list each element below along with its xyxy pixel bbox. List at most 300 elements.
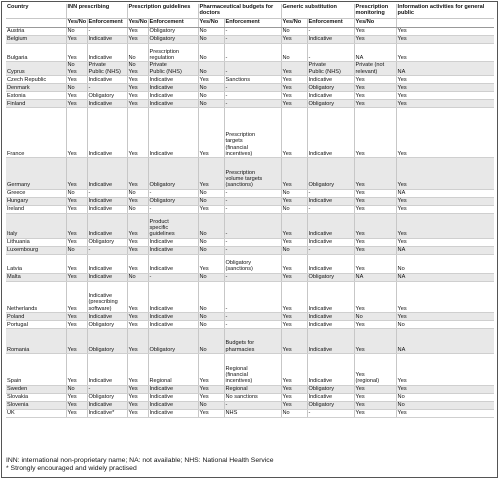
information-cell: No xyxy=(396,254,494,273)
header-prescription-monitoring: Prescription monitoring xyxy=(354,4,396,18)
generic-enforcement-cell: Indicative xyxy=(307,91,354,99)
guidelines-yes-no-cell: Yes xyxy=(127,213,148,238)
budgets-enforcement-cell: NHS xyxy=(224,409,281,417)
inn-yes-no-cell: Yes xyxy=(66,321,87,329)
generic-enforcement-cell: Indicative xyxy=(307,393,354,401)
generic-enforcement-cell: - xyxy=(307,27,354,35)
inn-yes-no-cell: Yes xyxy=(66,158,87,190)
budgets-enforcement-cell: Prescription targets (financial incentives) xyxy=(224,107,281,157)
budgets-yes-no-cell: Yes xyxy=(198,393,224,401)
budgets-yes-no-cell: Yes xyxy=(198,107,224,157)
generic-enforcement-cell: Indicative xyxy=(307,321,354,329)
budgets-yes-no-cell: Yes xyxy=(198,354,224,386)
budgets-yes-no-cell: No xyxy=(198,43,224,62)
budgets-yes-no-cell: No xyxy=(198,238,224,246)
inn-enforcement-cell: Obligatory xyxy=(87,321,127,329)
inn-enforcement-cell: Indicative xyxy=(87,158,127,190)
country-cell: Romania xyxy=(6,329,66,354)
budgets-enforcement-cell: - xyxy=(224,43,281,62)
table-row xyxy=(6,313,494,321)
inn-yes-no-cell: Yes xyxy=(66,313,87,321)
budgets-enforcement-cell: - xyxy=(224,321,281,329)
generic-yes-no-cell: Yes xyxy=(281,273,307,281)
country-cell: Belgium xyxy=(6,35,66,43)
budgets-yes-no-cell: No xyxy=(198,91,224,99)
inn-enforcement-cell: Indicative xyxy=(87,35,127,43)
information-cell: Yes xyxy=(396,91,494,99)
generic-enforcement-cell: Indicative xyxy=(307,197,354,205)
inn-yes-no-cell: Yes xyxy=(66,393,87,401)
information-cell: NA xyxy=(396,62,494,76)
budgets-yes-no-cell: Yes xyxy=(198,158,224,190)
information-cell: NA xyxy=(396,246,494,254)
budgets-enforcement-cell: - xyxy=(224,83,281,91)
information-cell: Yes xyxy=(396,99,494,107)
budgets-yes-no-cell: No xyxy=(198,189,224,197)
guidelines-yes-no-cell: No xyxy=(127,189,148,197)
guidelines-enforcement-cell: - xyxy=(148,189,198,197)
generic-enforcement-cell: Indicative xyxy=(307,254,354,273)
generic-enforcement-cell: Indicative xyxy=(307,281,354,313)
generic-yes-no-cell: Yes xyxy=(281,99,307,107)
information-cell: Yes xyxy=(396,107,494,157)
budgets-enforcement-cell: - xyxy=(224,281,281,313)
generic-yes-no-cell: Yes xyxy=(281,107,307,157)
generic-enforcement-cell: Obligatory xyxy=(307,273,354,281)
budgets-enforcement-cell: - xyxy=(224,91,281,99)
information-cell: NA xyxy=(396,273,494,281)
budgets-enforcement-cell: - xyxy=(224,35,281,43)
monitoring-cell: Yes xyxy=(354,107,396,157)
inn-enforcement-cell: Indicative xyxy=(87,354,127,386)
inn-yes-no-cell: Yes xyxy=(66,238,87,246)
table-row xyxy=(6,238,494,246)
guidelines-yes-no-cell: Yes xyxy=(127,246,148,254)
guidelines-enforcement-cell: Obligatory xyxy=(148,35,198,43)
guidelines-enforcement-cell: Indicative xyxy=(148,238,198,246)
budgets-enforcement-cell: - xyxy=(224,205,281,213)
generic-enforcement-cell: Indicative xyxy=(307,238,354,246)
table-row xyxy=(6,321,494,329)
guidelines-yes-no-cell: Yes xyxy=(127,197,148,205)
information-cell: NA xyxy=(396,329,494,354)
generic-enforcement-cell: Private Public (NHS) xyxy=(307,62,354,76)
inn-yes-no-cell: Yes xyxy=(66,401,87,409)
budgets-yes-no-cell: Yes xyxy=(198,409,224,417)
inn-yes-no-cell: No xyxy=(66,27,87,35)
inn-enforcement-cell: Obligatory xyxy=(87,91,127,99)
information-cell: Yes xyxy=(396,83,494,91)
information-cell: No xyxy=(396,321,494,329)
subheader-cell: Enforcement xyxy=(148,18,198,27)
guidelines-yes-no-cell: Yes xyxy=(127,313,148,321)
table-row xyxy=(6,213,494,238)
inn-enforcement-cell: Indicative xyxy=(87,99,127,107)
monitoring-cell: Yes xyxy=(354,329,396,354)
guidelines-yes-no-cell: Yes xyxy=(127,107,148,157)
guidelines-enforcement-cell: Indicative xyxy=(148,75,198,83)
inn-enforcement-cell: Indicative xyxy=(87,401,127,409)
country-cell: Estonia xyxy=(6,91,66,99)
header-pharmaceutical-budgets: Pharmaceutical budgets for doctors xyxy=(198,4,281,18)
generic-enforcement-cell: Indicative xyxy=(307,329,354,354)
budgets-yes-no-cell: No xyxy=(198,281,224,313)
guidelines-enforcement-cell: Indicative xyxy=(148,385,198,393)
guidelines-yes-no-cell: Yes xyxy=(127,238,148,246)
monitoring-cell: Yes (regional) xyxy=(354,354,396,386)
country-cell: Austria xyxy=(6,27,66,35)
budgets-yes-no-cell: Yes xyxy=(198,254,224,273)
guidelines-enforcement-cell: Indicative xyxy=(148,281,198,313)
generic-yes-no-cell: Yes xyxy=(281,393,307,401)
table-row xyxy=(6,385,494,393)
subheader-cell: Enforcement xyxy=(224,18,281,27)
inn-yes-no-cell: No xyxy=(66,246,87,254)
monitoring-cell: Private (not relevant) xyxy=(354,62,396,76)
guidelines-yes-no-cell: Yes xyxy=(127,27,148,35)
guidelines-yes-no-cell: No Yes xyxy=(127,62,148,76)
monitoring-cell: NA xyxy=(354,43,396,62)
monitoring-cell: Yes xyxy=(354,281,396,313)
table-row xyxy=(6,254,494,273)
table-row xyxy=(6,329,494,354)
subheader-cell: Yes/No xyxy=(281,18,307,27)
monitoring-cell: Yes xyxy=(354,99,396,107)
generic-yes-no-cell: Yes xyxy=(281,35,307,43)
inn-yes-no-cell: No xyxy=(66,385,87,393)
inn-enforcement-cell: Indicative xyxy=(87,313,127,321)
inn-enforcement-cell: Indicative (prescribing software) xyxy=(87,281,127,313)
footnote-asterisk: * Strongly encouraged and widely practised xyxy=(6,465,137,472)
header-country: Country xyxy=(6,4,66,18)
information-cell: Yes xyxy=(396,35,494,43)
monitoring-cell: Yes xyxy=(354,35,396,43)
generic-yes-no-cell: Yes xyxy=(281,329,307,354)
inn-enforcement-cell: Obligatory xyxy=(87,393,127,401)
inn-enforcement-cell: Indicative* xyxy=(87,409,127,417)
generic-yes-no-cell: No xyxy=(281,409,307,417)
budgets-yes-no-cell: Yes xyxy=(198,385,224,393)
table-row xyxy=(6,107,494,157)
budgets-enforcement-cell: - xyxy=(224,99,281,107)
header-inn-prescribing: INN prescribing xyxy=(66,4,127,18)
budgets-enforcement-cell: - xyxy=(224,246,281,254)
guidelines-yes-no-cell: No xyxy=(127,43,148,62)
subheader-cell: Enforcement xyxy=(87,18,127,27)
generic-yes-no-cell: Yes xyxy=(281,281,307,313)
inn-yes-no-cell: No xyxy=(66,189,87,197)
generic-enforcement-cell: - xyxy=(307,205,354,213)
budgets-enforcement-cell: - xyxy=(224,189,281,197)
budgets-yes-no-cell: No xyxy=(198,213,224,238)
subheader-cell: Yes/No xyxy=(128,19,148,26)
budgets-yes-no-cell: No xyxy=(198,313,224,321)
guidelines-yes-no-cell: Yes xyxy=(127,158,148,190)
budgets-enforcement-cell: - xyxy=(224,401,281,409)
guidelines-yes-no-cell: Yes xyxy=(127,75,148,83)
information-cell: Yes xyxy=(396,409,494,417)
information-cell: Yes xyxy=(396,281,494,313)
generic-yes-no-cell: Yes xyxy=(281,197,307,205)
guidelines-yes-no-cell: Yes xyxy=(127,321,148,329)
budgets-yes-no-cell: No xyxy=(198,27,224,35)
guidelines-enforcement-cell: Obligatory xyxy=(148,329,198,354)
country-cell: Ireland xyxy=(6,205,66,213)
inn-yes-no-cell: No Yes xyxy=(66,62,87,76)
guidelines-enforcement-cell: Indicative xyxy=(148,83,198,91)
guidelines-yes-no-cell: Yes xyxy=(127,393,148,401)
generic-yes-no-cell: Yes xyxy=(281,354,307,386)
guidelines-enforcement-cell: Indicative xyxy=(148,313,198,321)
inn-yes-no-cell: Yes xyxy=(66,205,87,213)
budgets-enforcement-cell: Prescription volume targets (sanctions) xyxy=(224,158,281,190)
footnote-abbreviations: INN: international non-proprietary name; NA: not available; NHS: National Health Service xyxy=(6,457,274,464)
generic-enforcement-cell: Indicative xyxy=(307,313,354,321)
country-cell: France xyxy=(6,107,66,157)
monitoring-cell: Yes xyxy=(354,385,396,393)
inn-enforcement-cell: Indicative xyxy=(87,254,127,273)
guidelines-yes-no-cell: Yes xyxy=(127,385,148,393)
monitoring-cell: No xyxy=(354,313,396,321)
generic-yes-no-cell: No xyxy=(281,189,307,197)
generic-yes-no-cell: Yes xyxy=(281,313,307,321)
budgets-enforcement-cell: No sanctions xyxy=(224,393,281,401)
budgets-yes-no-cell: No xyxy=(198,246,224,254)
inn-enforcement-cell: Indicative xyxy=(87,205,127,213)
information-cell: Yes xyxy=(396,313,494,321)
monitoring-cell: Yes xyxy=(354,91,396,99)
inn-enforcement-cell: - xyxy=(87,189,127,197)
information-cell: Yes xyxy=(396,27,494,35)
generic-enforcement-cell: - xyxy=(307,43,354,62)
inn-enforcement-cell: Indicative xyxy=(87,273,127,281)
generic-enforcement-cell: Obligatory xyxy=(307,99,354,107)
guidelines-enforcement-cell: - xyxy=(148,273,198,281)
country-cell: Greece xyxy=(6,189,66,197)
country-cell: Denmark xyxy=(6,83,66,91)
guidelines-enforcement-cell: Obligatory xyxy=(148,158,198,190)
country-cell: Hungary xyxy=(6,197,66,205)
inn-enforcement-cell: Private Public (NHS) xyxy=(87,62,127,76)
country-cell: Sweden xyxy=(6,385,66,393)
generic-yes-no-cell: No xyxy=(281,27,307,35)
generic-yes-no-cell: Yes xyxy=(281,91,307,99)
table-row xyxy=(6,409,494,417)
generic-enforcement-cell: Obligatory xyxy=(307,401,354,409)
information-cell: Yes xyxy=(396,43,494,62)
monitoring-cell: Yes xyxy=(354,75,396,83)
country-cell: Slovenia xyxy=(6,401,66,409)
inn-yes-no-cell: Yes xyxy=(66,91,87,99)
budgets-yes-no-cell: No xyxy=(198,329,224,354)
subheader-cell xyxy=(396,18,494,27)
inn-yes-no-cell: Yes xyxy=(66,354,87,386)
table-row xyxy=(6,205,494,213)
guidelines-yes-no-cell: Yes xyxy=(127,281,148,313)
monitoring-cell: Yes xyxy=(354,321,396,329)
guidelines-yes-no-cell: Yes xyxy=(127,401,148,409)
generic-yes-no-cell: Yes xyxy=(281,158,307,190)
country-cell: Poland xyxy=(6,313,66,321)
budgets-enforcement-cell: - xyxy=(224,238,281,246)
country-cell: Malta xyxy=(6,273,66,281)
subheader-cell: Enforcement xyxy=(307,18,354,27)
inn-enforcement-cell: Indicative xyxy=(87,75,127,83)
monitoring-cell: Yes xyxy=(354,393,396,401)
generic-yes-no-cell: Yes xyxy=(281,62,307,76)
table-row xyxy=(6,62,494,76)
inn-enforcement-cell: Indicative xyxy=(87,197,127,205)
inn-enforcement-cell: Indicative xyxy=(87,213,127,238)
generic-yes-no-cell: No xyxy=(281,205,307,213)
guidelines-yes-no-cell: Yes xyxy=(127,254,148,273)
monitoring-cell: Yes xyxy=(354,213,396,238)
budgets-enforcement-cell: Obligatory (sanctions) xyxy=(224,254,281,273)
budgets-enforcement-cell: Regional xyxy=(224,385,281,393)
inn-enforcement-cell: Obligatory xyxy=(87,238,127,246)
generic-yes-no-cell: Yes xyxy=(281,75,307,83)
information-cell: Yes xyxy=(396,213,494,238)
country-cell: Netherlands xyxy=(6,281,66,313)
budgets-yes-no-cell: No xyxy=(198,197,224,205)
generic-enforcement-cell: Indicative xyxy=(307,75,354,83)
table-row xyxy=(6,99,494,107)
guidelines-yes-no-cell: Yes xyxy=(127,354,148,386)
information-cell: Yes xyxy=(396,205,494,213)
monitoring-cell: Yes xyxy=(354,83,396,91)
guidelines-enforcement-cell: Indicative xyxy=(148,321,198,329)
guidelines-enforcement-cell: Indicative xyxy=(148,107,198,157)
budgets-enforcement-cell: Budgets for pharmacies xyxy=(224,329,281,354)
monitoring-cell: Yes xyxy=(354,409,396,417)
guidelines-yes-no-cell: Yes xyxy=(127,409,148,417)
guidelines-enforcement-cell: Private Public (NHS) xyxy=(148,62,198,76)
monitoring-cell: Yes xyxy=(354,401,396,409)
table-row xyxy=(6,75,494,83)
budgets-enforcement-cell: Sanctions xyxy=(224,75,281,83)
country-cell: Italy xyxy=(6,213,66,238)
table-row xyxy=(6,189,494,197)
guidelines-enforcement-cell: Indicative xyxy=(148,393,198,401)
guidelines-enforcement-cell: Indicative xyxy=(148,99,198,107)
policy-table xyxy=(6,4,494,418)
monitoring-cell: Yes xyxy=(354,158,396,190)
country-cell: Slovakia xyxy=(6,393,66,401)
country-cell: Spain xyxy=(6,354,66,386)
budgets-enforcement-cell: - xyxy=(224,62,281,76)
monitoring-cell: Yes xyxy=(354,27,396,35)
budgets-enforcement-cell: - xyxy=(224,197,281,205)
information-cell: Yes xyxy=(396,238,494,246)
generic-yes-no-cell: Yes xyxy=(281,321,307,329)
country-cell: Cyprus xyxy=(6,62,66,76)
guidelines-enforcement-cell: Obligatory xyxy=(148,27,198,35)
inn-yes-no-cell: Yes xyxy=(66,329,87,354)
budgets-yes-no-cell: No xyxy=(198,35,224,43)
budgets-yes-no-cell: Yes xyxy=(198,75,224,83)
table-row xyxy=(6,401,494,409)
guidelines-enforcement-cell: Indicative xyxy=(148,254,198,273)
budgets-enforcement-cell: - xyxy=(224,27,281,35)
information-cell: Yes xyxy=(396,385,494,393)
guidelines-yes-no-cell: Yes xyxy=(127,91,148,99)
information-cell: Yes xyxy=(396,197,494,205)
guidelines-enforcement-cell: Indicative xyxy=(148,409,198,417)
document-frame xyxy=(1,1,498,478)
generic-enforcement-cell: Obligatory xyxy=(307,83,354,91)
inn-enforcement-cell: - xyxy=(87,83,127,91)
inn-yes-no-cell: Yes xyxy=(66,35,87,43)
inn-yes-no-cell: Yes xyxy=(66,75,87,83)
inn-enforcement-cell: - xyxy=(87,246,127,254)
generic-yes-no-cell: Yes xyxy=(281,254,307,273)
guidelines-yes-no-cell: Yes xyxy=(127,35,148,43)
header-information-activities: Information activities for general public xyxy=(396,4,494,18)
guidelines-yes-no-cell: Yes xyxy=(127,83,148,91)
inn-enforcement-cell: Indicative xyxy=(87,107,127,157)
inn-yes-no-cell: Yes xyxy=(66,43,87,62)
information-cell: No xyxy=(396,393,494,401)
inn-yes-no-cell: Yes xyxy=(66,281,87,313)
inn-yes-no-cell: Yes xyxy=(66,197,87,205)
subheader-cell xyxy=(6,18,66,27)
guidelines-yes-no-cell: No xyxy=(127,273,148,281)
generic-yes-no-cell: Yes xyxy=(281,238,307,246)
country-cell: Latvia xyxy=(6,254,66,273)
information-cell: Yes xyxy=(396,354,494,386)
guidelines-enforcement-cell: Indicative xyxy=(148,91,198,99)
inn-enforcement-cell: - xyxy=(87,27,127,35)
country-cell: Finland xyxy=(6,99,66,107)
guidelines-enforcement-cell: Indicative xyxy=(148,246,198,254)
generic-yes-no-cell: Yes xyxy=(281,213,307,238)
table-row xyxy=(6,43,494,62)
inn-yes-no-cell: Yes xyxy=(66,273,87,281)
table-row xyxy=(6,246,494,254)
budgets-yes-no-cell: No xyxy=(198,99,224,107)
country-cell: UK xyxy=(6,409,66,417)
inn-yes-no-cell: Yes xyxy=(66,409,87,417)
generic-enforcement-cell: - xyxy=(307,409,354,417)
budgets-yes-no-cell: Yes xyxy=(198,205,224,213)
country-cell: Bulgaria xyxy=(6,43,66,62)
footnotes xyxy=(6,457,496,473)
table-body xyxy=(6,27,494,417)
monitoring-cell: Yes xyxy=(354,189,396,197)
information-cell: Yes xyxy=(396,75,494,83)
subheader-cell: Yes/No xyxy=(198,18,224,27)
inn-yes-no-cell: Yes xyxy=(66,213,87,238)
generic-yes-no-cell: Yes xyxy=(281,83,307,91)
guidelines-enforcement-cell: Regional xyxy=(148,354,198,386)
generic-enforcement-cell: Indicative xyxy=(307,213,354,238)
inn-enforcement-cell: Obligatory xyxy=(87,329,127,354)
monitoring-cell: Yes xyxy=(354,246,396,254)
country-cell: Luxembourg xyxy=(6,246,66,254)
generic-yes-no-cell: No xyxy=(281,246,307,254)
header-generic-substitution: Generic substitution xyxy=(281,4,354,18)
country-cell: Czech Republic xyxy=(6,75,66,83)
monitoring-cell: Yes xyxy=(354,205,396,213)
generic-yes-no-cell: Yes xyxy=(281,385,307,393)
subheader-cell: Yes/No xyxy=(67,19,87,26)
generic-enforcement-cell: - xyxy=(307,246,354,254)
inn-yes-no-cell: Yes xyxy=(66,99,87,107)
budgets-enforcement-cell: - xyxy=(224,273,281,281)
table-row xyxy=(6,27,494,35)
guidelines-enforcement-cell: Indicative xyxy=(148,401,198,409)
generic-enforcement-cell: Indicative xyxy=(307,35,354,43)
